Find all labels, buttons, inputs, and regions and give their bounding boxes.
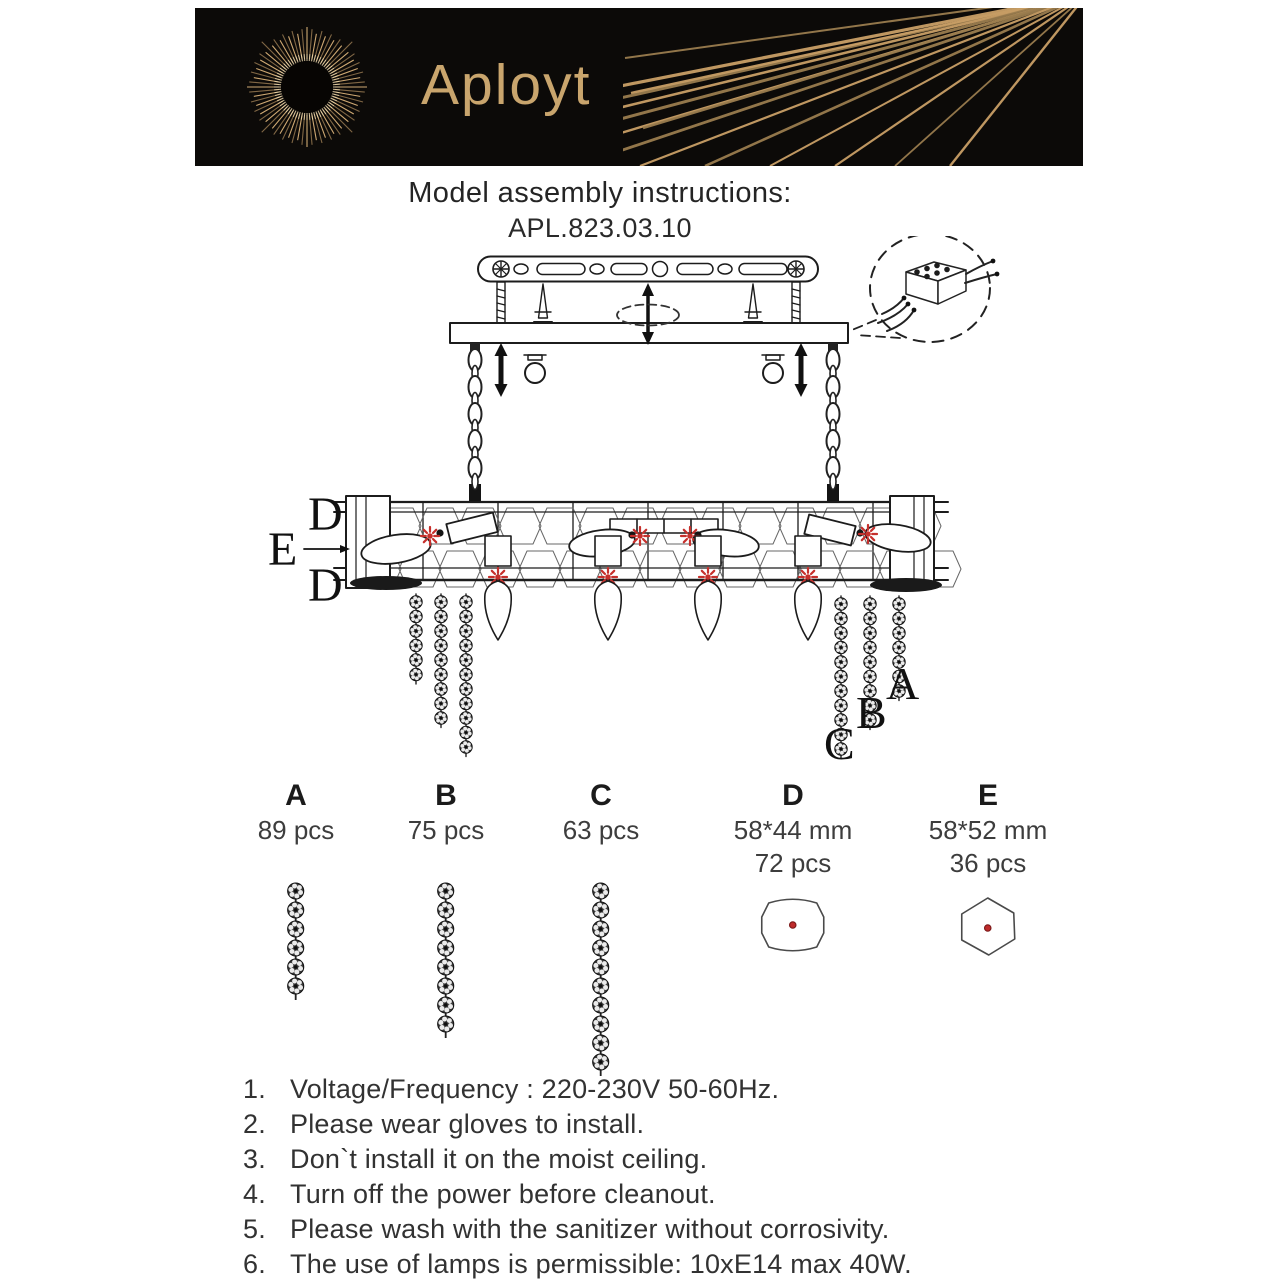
brand-name: Aployt xyxy=(421,53,592,117)
instruction-item xyxy=(243,1142,1073,1177)
height-adjust-arrow-right xyxy=(795,343,808,397)
detail-bubble xyxy=(852,236,999,342)
mounting-spike-left xyxy=(534,284,552,322)
instruction-item xyxy=(243,1247,1073,1280)
instruction-number: 4. xyxy=(243,1179,266,1209)
vertical-candles xyxy=(485,536,821,640)
assembly-diagram xyxy=(258,236,1022,776)
bead-strand xyxy=(582,881,620,1083)
part-quantity: 75 pcs xyxy=(407,815,485,845)
strap-screw-right xyxy=(788,261,804,277)
part-column xyxy=(563,778,640,1083)
brand-header xyxy=(195,8,1083,166)
part-letter: A xyxy=(285,779,307,812)
instruction-text: The use of lamps is permissible: 10xE14 max 40W. xyxy=(290,1249,912,1279)
label-a: A xyxy=(886,658,920,709)
instruction-number: 1. xyxy=(243,1074,266,1104)
threaded-rod-right xyxy=(792,282,800,323)
bead-strand xyxy=(277,881,315,1007)
part-letter: E xyxy=(977,779,998,812)
instruction-item xyxy=(243,1177,1073,1212)
part-column xyxy=(258,778,335,1007)
model-number: APL.823.03.10 xyxy=(508,213,692,243)
part-size: 58*52 mm xyxy=(928,815,1048,845)
label-e-arrow xyxy=(304,545,350,553)
threaded-rod-left xyxy=(497,282,505,323)
part-column xyxy=(734,778,853,956)
instruction-text: Voltage/Frequency : 220-230V 50-60Hz. xyxy=(290,1074,780,1104)
instruction-item xyxy=(243,1072,1073,1107)
part-quantity: 72 pcs xyxy=(754,848,832,878)
strap-screw-left xyxy=(493,261,509,277)
label-c: C xyxy=(824,718,855,769)
cushion-crystal xyxy=(755,894,831,956)
part-quantity: 89 pcs xyxy=(257,815,335,845)
label-b: B xyxy=(856,687,887,738)
instruction-number: 3. xyxy=(243,1144,266,1174)
instruction-text: Turn off the power before cleanout. xyxy=(290,1179,716,1209)
instruction-text: Please wear gloves to install. xyxy=(290,1109,645,1139)
instruction-text: Please wash with the sanitizer without corrosivity. xyxy=(290,1214,890,1244)
page-title: Model assembly instructions: xyxy=(408,177,792,209)
part-quantity: 36 pcs xyxy=(949,848,1027,878)
instructions-list xyxy=(243,1072,1073,1280)
part-size: 58*44 mm xyxy=(733,815,853,845)
header-rays-decoration xyxy=(623,8,1083,166)
cup-hook-left xyxy=(524,355,546,383)
hexagon-crystal xyxy=(954,894,1022,960)
label-d-bottom: D xyxy=(308,559,343,612)
suspension-chains xyxy=(469,343,840,502)
instruction-number: 2. xyxy=(243,1109,266,1139)
cup-hook-right xyxy=(762,355,784,383)
instruction-text: Don`t install it on the moist ceiling. xyxy=(290,1144,708,1174)
part-quantity: 63 pcs xyxy=(562,815,640,845)
label-d-top: D xyxy=(308,488,343,541)
part-letter: B xyxy=(435,779,457,812)
label-e: E xyxy=(268,523,298,576)
ceiling-plate xyxy=(450,283,848,397)
title-block xyxy=(0,176,1200,245)
instruction-number: 6. xyxy=(243,1249,266,1279)
bead-strand xyxy=(427,881,465,1045)
part-letter: C xyxy=(590,779,612,812)
instruction-item xyxy=(243,1212,1073,1247)
part-letter: D xyxy=(782,779,804,812)
instruction-item xyxy=(243,1107,1073,1142)
sunburst-logo-icon xyxy=(239,19,375,155)
parts-legend xyxy=(0,778,1280,1078)
height-adjust-arrow-left xyxy=(495,343,508,397)
mounting-spike-right xyxy=(744,284,762,322)
part-column xyxy=(408,778,485,1045)
part-column xyxy=(929,778,1048,960)
instruction-number: 5. xyxy=(243,1214,266,1244)
